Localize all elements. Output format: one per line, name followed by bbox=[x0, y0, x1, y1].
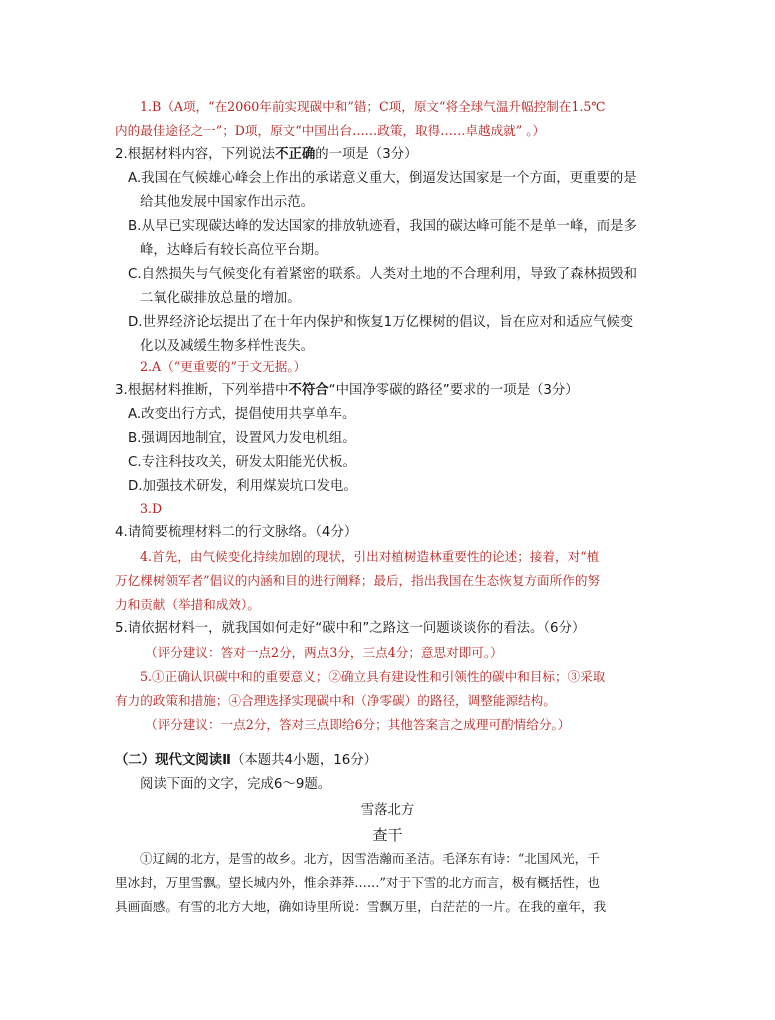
question-2-option-d-line-2: 化以及减缓生物多样性丧失。 bbox=[140, 339, 315, 354]
question-3-emphasis: 不符合 bbox=[288, 383, 329, 398]
article-title: 雪落北方 bbox=[360, 803, 415, 818]
question-2-option-b-line-1: B.从早已实现碳达峰的发达国家的排放轨迹看，我国的碳达峰可能不是单一峰，而是多 bbox=[128, 219, 637, 234]
answer-5-line-2: 有力的政策和措施；④合理选择实现碳中和（净零碳）的路径，调整能源结构。 bbox=[115, 693, 556, 708]
answer-3: 3.D bbox=[140, 501, 163, 516]
section-heading bbox=[115, 750, 377, 772]
article-paragraph-line-1: ①辽阔的北方，是雪的故乡。北方，因雪浩瀚而圣洁。毛泽东有诗：“北国风光，千 bbox=[140, 851, 600, 866]
answer-5-line-1: 5.①正确认识碳中和的重要意义；②确立具有建设性和引领性的碳中和目标；③采取 bbox=[140, 669, 606, 684]
section-info: （本题共4小题，16分） bbox=[230, 753, 378, 768]
question-2-option-c-line-1: C.自然损失与气候变化有着紧密的联系。人类对土地的不合理利用，导致了森林损毁和 bbox=[128, 267, 638, 282]
article-paragraph-line-3: 具画面感。有雪的北方大地，确如诗里所说：雪飘万里，白茫茫的一片。在我的童年，我 bbox=[115, 899, 607, 914]
question-2-option-b-line-2: 峰，达峰后有较长高位平台期。 bbox=[140, 243, 328, 258]
section-title: （二）现代文阅读Ⅱ bbox=[115, 753, 231, 768]
question-3-option-c: C.专注科技攻关，研发太阳能光伏板。 bbox=[128, 455, 356, 470]
article-author: 查干 bbox=[372, 826, 403, 844]
question-4-stem: 4.请简要梳理材料二的行文脉络。（4分） bbox=[115, 525, 358, 540]
question-3-text-c: “中国净零碳的路径”要求的一项是（3分） bbox=[328, 383, 579, 398]
answer-2: 2.A（“更重要的”于文无据。） bbox=[140, 359, 307, 374]
question-2-option-a-line-2: 给其他发展中国家作出示范。 bbox=[140, 195, 315, 210]
answer-5-scoring-note: （评分建议：一点2分，答对三点即给6分；其他答案言之成理可酌情给分。） bbox=[145, 717, 571, 732]
question-5-scoring-note: （评分建议：答对一点2分，两点3分，三点4分；意思对即可。） bbox=[145, 645, 503, 660]
question-2-option-c-line-2: 二氧化碳排放总量的增加。 bbox=[140, 291, 301, 306]
question-3-stem bbox=[115, 380, 579, 402]
question-2-emphasis: 不正确 bbox=[275, 147, 316, 162]
question-2-text-a: 2.根据材料内容，下列说法 bbox=[115, 147, 276, 162]
answer-4-line-2: 万亿棵树领军者”倡议的内涵和目的进行阐释；最后，指出我国在生态恢复方面所作的努 bbox=[115, 573, 601, 588]
question-3-option-b: B.强调因地制宜，设置风力发电机组。 bbox=[128, 431, 356, 446]
question-3-text-a: 3.根据材料推断，下列举措中 bbox=[115, 383, 289, 398]
question-5-stem: 5.请依据材料一，就我国如何走好“碳中和”之路这一问题谈谈你的看法。（6分） bbox=[115, 621, 586, 636]
reading-instruction: 阅读下面的文字，完成6～9题。 bbox=[140, 777, 332, 792]
answer-4-line-1: 4.首先，由气候变化持续加剧的现状，引出对植树造林重要性的论述；接着，对“植 bbox=[140, 549, 600, 564]
question-3-option-d: D.加强技术研发，利用煤炭坑口发电。 bbox=[128, 479, 357, 494]
question-3-option-a: A.改变出行方式，提倡使用共享单车。 bbox=[128, 407, 356, 422]
answer-1-line-2: 内的最佳途径之一”；D项，原文“中国出台……政策，取得……卓越成就” 。） bbox=[115, 123, 546, 138]
answer-4-line-3: 力和贡献（举措和成效）。 bbox=[115, 597, 260, 612]
question-2-stem bbox=[115, 144, 418, 166]
question-2-option-d-line-1: D.世界经济论坛提出了在十年内保护和恢复1万亿棵树的倡议，旨在应对和适应气候变 bbox=[128, 315, 634, 330]
question-2-text-c: 的一项是（3分） bbox=[315, 147, 418, 162]
answer-1-line-1: 1.B（A项，“在2060年前实现碳中和”错；C项，原文“将全球气温升幅控制在1.5℃ bbox=[140, 99, 606, 114]
article-paragraph-line-2: 里冰封，万里雪飘。望长城内外，惟余莽莽……”对于下雪的北方而言，极有概括性，也 bbox=[115, 875, 601, 890]
question-2-option-a-line-1: A.我国在气候雄心峰会上作出的承诺意义重大，倒逼发达国家是一个方面，更重要的是 bbox=[128, 171, 637, 186]
